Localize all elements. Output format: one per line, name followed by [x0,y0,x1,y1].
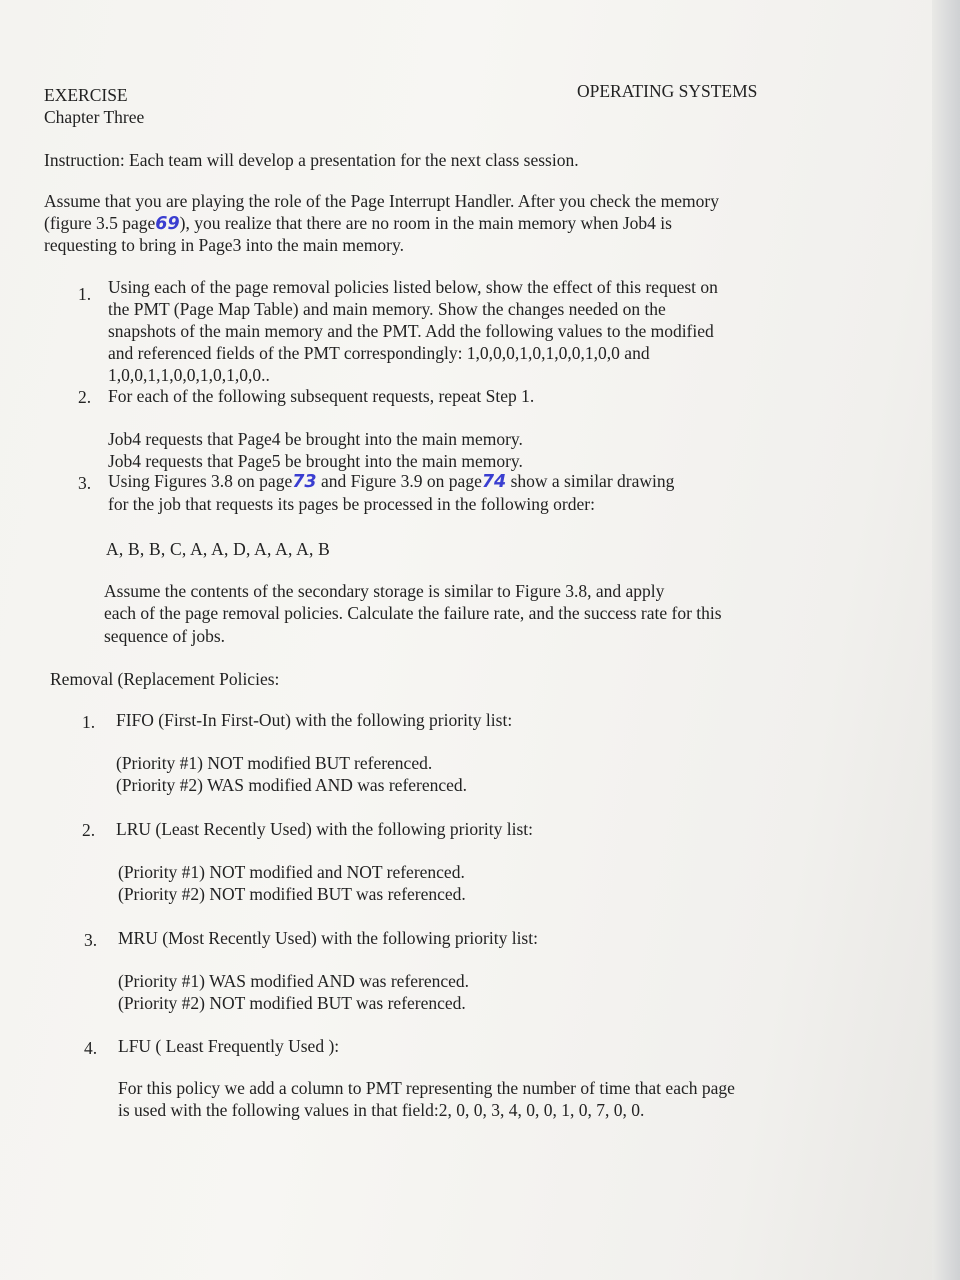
policy-1-number: 1. [82,712,96,732]
step-3-line-1: Using Figures 3.8 on page73 and Figure 3.9 on page74 show a similar drawing [108,471,675,492]
policy-2-priority-1: (Priority #1) NOT modified and NOT referenced. [118,862,465,882]
step-2-line: For each of the following subsequent requests, repeat Step 1. [108,386,535,406]
step-1-line: snapshots of the main memory and the PMT. Add the following values to the modified [108,321,714,341]
policy-3-title: MRU (Most Recently Used) with the following priority list: [118,928,538,948]
policy-4-line-2: is used with the following values in that field:2, 0, 0, 3, 4, 0, 0, 1, 0, 7, 0, 0. [118,1100,645,1120]
policy-1-priority-1: (Priority #1) NOT modified BUT referenced. [116,753,433,773]
step-3-number: 3. [78,473,92,493]
handwritten-page-number: 69 [155,214,180,234]
step-3-line-2: for the job that requests its pages be processed in the following order: [108,494,595,514]
assume-line: Assume the contents of the secondary storage is similar to Figure 3.8, and apply [104,581,665,601]
assume-line: each of the page removal policies. Calculate the failure rate, and the success rate for this [104,603,722,623]
policy-3-priority-2: (Priority #2) NOT modified BUT was referenced. [118,993,466,1013]
step-1-number: 1. [78,284,92,304]
policy-3-number: 3. [84,930,98,950]
step-1-line: Using each of the page removal policies listed below, show the effect of this request on [108,277,718,297]
policy-4-line-1: For this policy we add a column to PMT representing the number of time that each page [118,1078,735,1098]
request-page5: Job4 requests that Page5 be brought into the main memory. [108,451,523,471]
policy-2-number: 2. [82,820,96,840]
policy-2-priority-2: (Priority #2) NOT modified BUT was referenced. [118,884,466,904]
policy-2-title: LRU (Least Recently Used) with the following priority list: [116,819,534,839]
step-1-line: and referenced fields of the PMT correspondingly: 1,0,0,0,1,0,1,0,0,1,0,0 and [108,343,650,363]
paper-edge [932,0,960,1280]
step-1-line: the PMT (Page Map Table) and main memory. Show the changes needed on the [108,299,666,319]
policy-4-number: 4. [84,1038,98,1058]
policy-1-priority-2: (Priority #2) WAS modified AND was referenced. [116,775,468,795]
intro-line-3: requesting to bring in Page3 into the main memory. [44,235,404,255]
header-chapter: Chapter Three [44,107,145,127]
policy-4-title: LFU ( Least Frequently Used ): [118,1036,340,1056]
policy-1-title: FIFO (First-In First-Out) with the following priority list: [116,710,513,730]
page-request-sequence: A, B, B, C, A, A, D, A, A, A, B [106,539,331,559]
assume-line: sequence of jobs. [104,626,226,646]
header-exercise: EXERCISE [44,85,128,105]
intro-line-2: (figure 3.5 page69), you realize that there are no room in the main memory when Job4 is [44,213,672,234]
handwritten-page-74: 74 [481,472,507,492]
intro-line-1: Assume that you are playing the role of the Page Interrupt Handler. After you check the memory [44,191,719,211]
request-page4: Job4 requests that Page4 be brought into the main memory. [108,429,523,449]
step-2-number: 2. [78,387,92,407]
instruction: Instruction: Each team will develop a presentation for the next class session. [44,150,579,170]
policy-3-priority-1: (Priority #1) WAS modified AND was referenced. [118,971,470,991]
policies-title: Removal (Replacement Policies: [50,669,280,689]
header-course: OPERATING SYSTEMS [577,81,758,101]
step-1-line: 1,0,0,1,1,0,0,1,0,1,0,0.. [108,365,270,385]
handwritten-page-73: 73 [292,472,317,492]
